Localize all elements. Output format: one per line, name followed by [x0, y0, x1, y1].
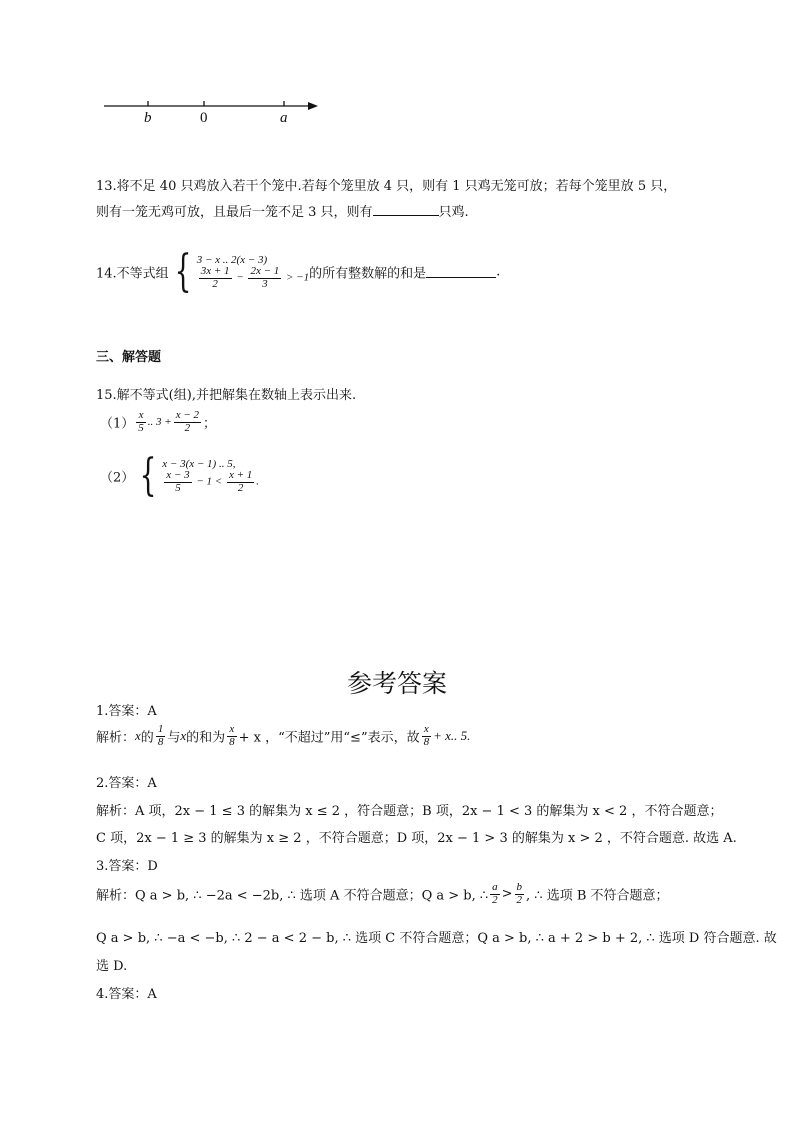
question-13-line2	[96, 201, 469, 220]
fraction-1	[199, 266, 232, 290]
answers-title: 参考答案	[346, 669, 447, 698]
denominator: 8	[157, 735, 164, 748]
numerator: x	[136, 410, 146, 423]
fraction	[136, 410, 146, 434]
answer-2-line1: 解析：A 项，2x − 1 ≤ 3 的解集为 x ≤ 2 ，符合题意；B 项，2x − 1 < 3 的解集为 x < 2 ，不符合题意；	[96, 804, 723, 819]
system-eq1: 3 − x .. 2(x − 3)	[196, 253, 268, 266]
fraction	[227, 724, 237, 748]
denominator: 2	[212, 277, 218, 290]
numerator: 1	[157, 723, 164, 735]
fraction	[422, 724, 432, 748]
answer-1-explanation	[96, 724, 470, 748]
question-14-suffix: 的所有整数解的和是	[309, 266, 427, 282]
part-end: .	[256, 475, 260, 488]
fraction	[164, 470, 191, 494]
expression: .. 3 +	[147, 416, 172, 429]
number-line-arrow	[308, 102, 318, 110]
fraction	[227, 470, 254, 494]
denominator: 2	[237, 481, 244, 494]
denominator: 2	[184, 421, 191, 434]
fraction	[174, 410, 201, 434]
var: x	[180, 728, 187, 744]
text: 与	[167, 730, 181, 746]
denominator: 2	[492, 893, 498, 906]
text: 解析：	[96, 730, 136, 746]
question-13-text-a: 则有一笼无鸡可放，且最后一笼不足 3 只，则有	[96, 205, 373, 220]
rhs: > −1	[286, 271, 310, 284]
fraction	[515, 882, 525, 906]
denominator: 8	[423, 735, 430, 748]
answer-blank	[373, 204, 439, 216]
gt: >	[501, 886, 513, 902]
number-line-label-b: b	[144, 110, 152, 126]
text: 解析：Q a > b, ∴ −2a < −2b, ∴ 选项 A 不符合题意；Q a > b, ∴	[96, 888, 489, 904]
expression: − 1 <	[196, 475, 223, 488]
text: 的	[140, 730, 154, 746]
system-brace: {	[139, 450, 157, 501]
numerator: x − 2	[175, 409, 200, 421]
number-line-label-a: a	[280, 110, 288, 126]
numerator: x	[422, 724, 432, 737]
part-label: （2）	[100, 470, 135, 486]
text: + x.. 5.	[433, 728, 471, 744]
denominator: 3	[262, 277, 268, 290]
fraction	[156, 724, 166, 748]
question-15-intro: 15.解不等式(组),并把解集在数轴上表示出来.	[96, 388, 357, 403]
numerator: x + 1	[228, 468, 253, 481]
inequality-system	[162, 458, 259, 494]
minus-sign: −	[236, 271, 244, 284]
numerator: 3x + 1	[200, 264, 230, 277]
question-13-line1: 13.将不足 40 只鸡放入若干个笼中.若每个笼里放 4 只，则有 1 只鸡无笼可放；若每个笼里放 5 只，	[96, 179, 677, 194]
question-14-prefix: 14.不等式组	[96, 266, 169, 282]
question-15-part2	[100, 450, 260, 501]
number-line-label-zero: 0	[200, 110, 208, 126]
var: x	[135, 728, 141, 744]
denominator: 8	[229, 735, 235, 748]
fraction-2	[248, 266, 281, 290]
answer-blank	[426, 266, 496, 278]
text: + x ，“不超过”用“≤”表示，故	[238, 730, 420, 746]
system-eq1: x − 3(x − 1) .. 5,	[162, 457, 236, 470]
denominator: 5	[138, 421, 144, 434]
text: 的和为	[186, 730, 226, 746]
numerator: x	[227, 724, 237, 737]
system-brace: {	[174, 246, 192, 297]
answer-4-label: 4.答案：A	[96, 987, 157, 1002]
fraction	[490, 882, 500, 906]
denominator: 2	[516, 893, 523, 906]
answer-3-line2: Q a > b, ∴ −a < −b, ∴ 2 − a < 2 − b, ∴ 选项 C 不符合题意；Q a > b, ∴ a + 2 > b + 2, ∴ 选项 D 符合题意. 故	[96, 931, 777, 946]
answer-2-label: 2.答案：A	[96, 776, 157, 791]
question-13-text-b: 只鸡.	[438, 205, 469, 220]
part-label: （1）	[100, 416, 135, 432]
question-14-end: .	[496, 264, 501, 280]
denominator: 5	[175, 481, 181, 494]
answer-3-line3: 选 D.	[96, 959, 128, 974]
question-15-part1	[100, 410, 216, 434]
numerator: 2x − 1	[250, 264, 280, 277]
numerator: b	[516, 881, 523, 893]
part-end: ；	[203, 416, 217, 432]
numerator: x − 3	[166, 468, 190, 481]
answer-2-line2: C 项，2x − 1 ≥ 3 的解集为 x ≥ 2 ，不符合题意；D 项，2x − 1 > 3 的解集为 x > 2 ，不符合题意. 故选 A.	[96, 831, 737, 846]
section-heading: 三、解答题	[96, 350, 162, 365]
answer-3-label: 3.答案：D	[96, 859, 158, 874]
numerator: a	[492, 881, 498, 893]
text: , ∴ 选项 B 不符合题意；	[526, 888, 669, 904]
answer-3-line1	[96, 882, 669, 906]
answer-1-label: 1.答案：A	[96, 704, 157, 719]
inequality-system	[197, 254, 309, 290]
number-line	[100, 96, 330, 130]
question-14	[96, 246, 501, 310]
